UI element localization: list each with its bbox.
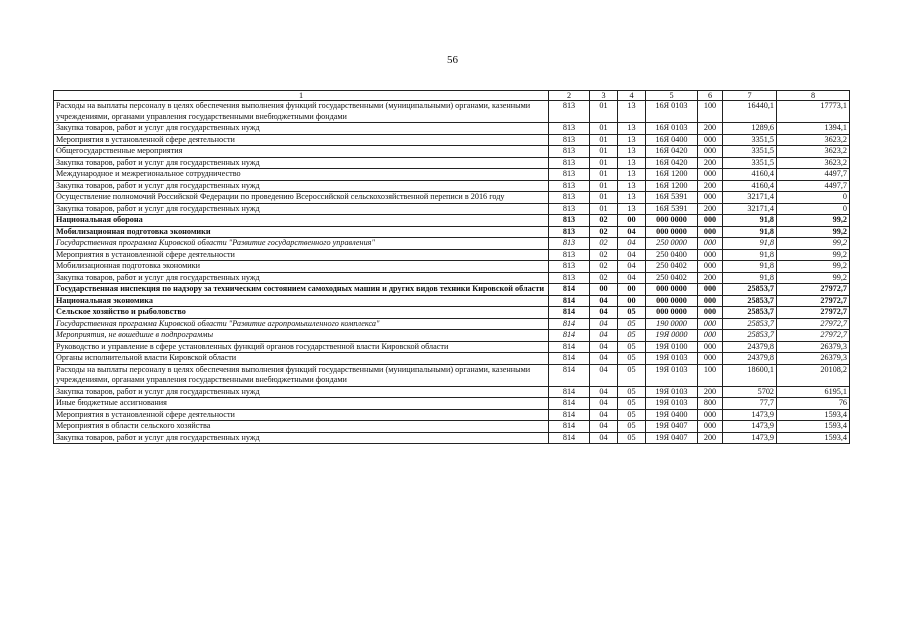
ministry-code-cell: 813 <box>549 157 590 169</box>
amount-year1-cell: 32171,4 <box>723 192 777 204</box>
section-cell: 01 <box>590 101 618 123</box>
subsection-cell: 13 <box>618 180 646 192</box>
target-article-cell: 16Я 0400 <box>646 134 698 146</box>
table-row <box>54 398 850 410</box>
amount-year2-cell: 27972,7 <box>777 318 850 330</box>
section-cell: 02 <box>590 272 618 284</box>
expense-type-cell: 000 <box>698 192 723 204</box>
ministry-code-cell: 814 <box>549 318 590 330</box>
table-row <box>54 123 850 135</box>
section-cell: 01 <box>590 134 618 146</box>
amount-year2-cell: 76 <box>777 398 850 410</box>
section-cell: 02 <box>590 226 618 238</box>
target-article-cell: 16Я 0103 <box>646 123 698 135</box>
amount-year2-cell: 99,2 <box>777 226 850 238</box>
amount-year1-cell: 25853,7 <box>723 284 777 296</box>
item-name-cell: Мероприятия в установленной сфере деятельности <box>54 409 549 421</box>
ministry-code-cell: 814 <box>549 421 590 433</box>
amount-year2-cell: 3623,2 <box>777 157 850 169</box>
amount-year2-cell: 99,2 <box>777 238 850 250</box>
expense-type-cell: 200 <box>698 180 723 192</box>
amount-year1-cell: 3351,5 <box>723 157 777 169</box>
target-article-cell: 19Я 0400 <box>646 409 698 421</box>
expense-type-cell: 000 <box>698 238 723 250</box>
subsection-cell: 05 <box>618 421 646 433</box>
ministry-code-cell: 813 <box>549 249 590 261</box>
header-cell: 1 <box>54 91 549 101</box>
header-cell: 4 <box>618 91 646 101</box>
subsection-cell: 13 <box>618 157 646 169</box>
amount-year2-cell: 0 <box>777 192 850 204</box>
table-row <box>54 261 850 273</box>
subsection-cell: 13 <box>618 203 646 215</box>
subsection-cell: 04 <box>618 261 646 273</box>
amount-year2-cell: 99,2 <box>777 261 850 273</box>
ministry-code-cell: 814 <box>549 386 590 398</box>
amount-year1-cell: 16440,1 <box>723 101 777 123</box>
item-name-cell: Государственная программа Кировской области "Развитие агропромышленного комплекса" <box>54 318 549 330</box>
expense-type-cell: 200 <box>698 386 723 398</box>
subsection-cell: 13 <box>618 169 646 181</box>
amount-year2-cell: 6195,1 <box>777 386 850 398</box>
subsection-cell: 04 <box>618 238 646 250</box>
header-cell: 3 <box>590 91 618 101</box>
table-row <box>54 307 850 319</box>
expense-type-cell: 000 <box>698 318 723 330</box>
amount-year1-cell: 4160,4 <box>723 169 777 181</box>
table-row <box>54 353 850 365</box>
amount-year2-cell: 1593,4 <box>777 409 850 421</box>
target-article-cell: 16Я 0420 <box>646 146 698 158</box>
section-cell: 02 <box>590 249 618 261</box>
ministry-code-cell: 814 <box>549 432 590 444</box>
amount-year2-cell: 20108,2 <box>777 364 850 386</box>
subsection-cell: 13 <box>618 101 646 123</box>
ministry-code-cell: 813 <box>549 169 590 181</box>
target-article-cell: 19Я 0407 <box>646 432 698 444</box>
ministry-code-cell: 814 <box>549 364 590 386</box>
ministry-code-cell: 813 <box>549 215 590 227</box>
subsection-cell: 05 <box>618 330 646 342</box>
item-name-cell: Мероприятия в области сельского хозяйства <box>54 421 549 433</box>
amount-year1-cell: 91,8 <box>723 215 777 227</box>
ministry-code-cell: 814 <box>549 341 590 353</box>
amount-year1-cell: 25853,7 <box>723 295 777 307</box>
amount-year1-cell: 1473,9 <box>723 409 777 421</box>
page-number: 56 <box>447 54 458 66</box>
expense-type-cell: 100 <box>698 364 723 386</box>
table-row <box>54 421 850 433</box>
item-name-cell: Осуществление полномочий Российской Федерации по проведению Всероссийской сельскохозяйственной переписи в 2016 году <box>54 192 549 204</box>
expense-type-cell: 000 <box>698 249 723 261</box>
target-article-cell: 16Я 1200 <box>646 180 698 192</box>
section-cell: 04 <box>590 318 618 330</box>
expense-type-cell: 000 <box>698 341 723 353</box>
section-cell: 04 <box>590 432 618 444</box>
ministry-code-cell: 813 <box>549 146 590 158</box>
amount-year1-cell: 25853,7 <box>723 318 777 330</box>
section-cell: 02 <box>590 215 618 227</box>
amount-year1-cell: 91,8 <box>723 238 777 250</box>
section-cell: 02 <box>590 238 618 250</box>
amount-year1-cell: 25853,7 <box>723 307 777 319</box>
item-name-cell: Расходы на выплаты персоналу в целях обеспечения выполнения функций государственными (муниципальными) органами, казенными учреждениями, органами управления государственными внебюджетными фондами <box>54 101 549 123</box>
subsection-cell: 04 <box>618 226 646 238</box>
target-article-cell: 16Я 5391 <box>646 203 698 215</box>
target-article-cell: 190 0000 <box>646 318 698 330</box>
header-cell: 7 <box>723 91 777 101</box>
item-name-cell: Мероприятия в установленной сфере деятельности <box>54 134 549 146</box>
table-row <box>54 249 850 261</box>
item-name-cell: Закупка товаров, работ и услуг для государственных нужд <box>54 272 549 284</box>
ministry-code-cell: 814 <box>549 284 590 296</box>
amount-year2-cell: 3623,2 <box>777 134 850 146</box>
item-name-cell: Иные бюджетные ассигнования <box>54 398 549 410</box>
item-name-cell: Общегосударственные мероприятия <box>54 146 549 158</box>
header-cell: 2 <box>549 91 590 101</box>
ministry-code-cell: 813 <box>549 192 590 204</box>
amount-year2-cell: 27972,7 <box>777 330 850 342</box>
section-cell: 01 <box>590 157 618 169</box>
ministry-code-cell: 814 <box>549 307 590 319</box>
target-article-cell: 19Я 0407 <box>646 421 698 433</box>
ministry-code-cell: 813 <box>549 203 590 215</box>
amount-year2-cell: 17773,1 <box>777 101 850 123</box>
section-cell: 04 <box>590 353 618 365</box>
target-article-cell: 250 0000 <box>646 238 698 250</box>
subsection-cell: 04 <box>618 249 646 261</box>
amount-year2-cell: 3623,2 <box>777 146 850 158</box>
expense-type-cell: 200 <box>698 123 723 135</box>
amount-year1-cell: 91,8 <box>723 261 777 273</box>
expense-type-cell: 000 <box>698 146 723 158</box>
target-article-cell: 16Я 1200 <box>646 169 698 181</box>
item-name-cell: Закупка товаров, работ и услуг для государственных нужд <box>54 203 549 215</box>
section-cell: 04 <box>590 341 618 353</box>
ministry-code-cell: 813 <box>549 272 590 284</box>
ministry-code-cell: 814 <box>549 353 590 365</box>
item-name-cell: Государственная программа Кировской области "Развитие государственного управления" <box>54 238 549 250</box>
amount-year2-cell: 99,2 <box>777 272 850 284</box>
subsection-cell: 05 <box>618 318 646 330</box>
table-row <box>54 215 850 227</box>
expense-type-cell: 000 <box>698 421 723 433</box>
expense-type-cell: 800 <box>698 398 723 410</box>
item-name-cell: Закупка товаров, работ и услуг для государственных нужд <box>54 432 549 444</box>
amount-year2-cell: 26379,3 <box>777 353 850 365</box>
amount-year1-cell: 1473,9 <box>723 432 777 444</box>
section-cell: 04 <box>590 386 618 398</box>
expense-type-cell: 000 <box>698 353 723 365</box>
section-cell: 02 <box>590 261 618 273</box>
section-cell: 01 <box>590 192 618 204</box>
section-cell: 04 <box>590 409 618 421</box>
table-row <box>54 386 850 398</box>
amount-year1-cell: 77,7 <box>723 398 777 410</box>
table-row <box>54 341 850 353</box>
expense-type-cell: 200 <box>698 432 723 444</box>
header-cell: 8 <box>777 91 850 101</box>
item-name-cell: Международное и межрегиональное сотрудничество <box>54 169 549 181</box>
target-article-cell: 19Я 0103 <box>646 386 698 398</box>
amount-year2-cell: 1593,4 <box>777 432 850 444</box>
table-row <box>54 146 850 158</box>
item-name-cell: Мероприятия в установленной сфере деятельности <box>54 249 549 261</box>
amount-year2-cell: 1394,1 <box>777 123 850 135</box>
subsection-cell: 04 <box>618 272 646 284</box>
expense-type-cell: 100 <box>698 101 723 123</box>
budget-table <box>53 90 850 444</box>
amount-year2-cell: 27972,7 <box>777 307 850 319</box>
amount-year2-cell: 27972,7 <box>777 295 850 307</box>
table-row <box>54 101 850 123</box>
table-row <box>54 295 850 307</box>
table-row <box>54 238 850 250</box>
target-article-cell: 000 0000 <box>646 215 698 227</box>
item-name-cell: Мобилизационная подготовка экономики <box>54 226 549 238</box>
amount-year1-cell: 4160,4 <box>723 180 777 192</box>
amount-year1-cell: 5702 <box>723 386 777 398</box>
table-row <box>54 318 850 330</box>
expense-type-cell: 000 <box>698 215 723 227</box>
table-row <box>54 203 850 215</box>
ministry-code-cell: 814 <box>549 295 590 307</box>
subsection-cell: 13 <box>618 146 646 158</box>
section-cell: 00 <box>590 284 618 296</box>
subsection-cell: 05 <box>618 364 646 386</box>
amount-year2-cell: 0 <box>777 203 850 215</box>
amount-year2-cell: 99,2 <box>777 215 850 227</box>
amount-year1-cell: 3351,5 <box>723 134 777 146</box>
subsection-cell: 00 <box>618 215 646 227</box>
target-article-cell: 250 0402 <box>646 261 698 273</box>
item-name-cell: Органы исполнительной власти Кировской области <box>54 353 549 365</box>
amount-year1-cell: 32171,4 <box>723 203 777 215</box>
amount-year1-cell: 91,8 <box>723 272 777 284</box>
expense-type-cell: 200 <box>698 272 723 284</box>
expense-type-cell: 000 <box>698 284 723 296</box>
section-cell: 04 <box>590 330 618 342</box>
ministry-code-cell: 813 <box>549 123 590 135</box>
amount-year1-cell: 1473,9 <box>723 421 777 433</box>
expense-type-cell: 000 <box>698 307 723 319</box>
ministry-code-cell: 813 <box>549 101 590 123</box>
subsection-cell: 13 <box>618 123 646 135</box>
expense-type-cell: 000 <box>698 169 723 181</box>
amount-year2-cell: 27972,7 <box>777 284 850 296</box>
table-row <box>54 226 850 238</box>
table-row <box>54 364 850 386</box>
amount-year2-cell: 1593,4 <box>777 421 850 433</box>
section-cell: 04 <box>590 295 618 307</box>
item-name-cell: Расходы на выплаты персоналу в целях обеспечения выполнения функций государственными (муниципальными) органами, казенными учреждениями, органами управления государственными внебюджетными фондами <box>54 364 549 386</box>
subsection-cell: 00 <box>618 284 646 296</box>
section-cell: 04 <box>590 421 618 433</box>
ministry-code-cell: 814 <box>549 398 590 410</box>
table-row <box>54 409 850 421</box>
header-cell: 6 <box>698 91 723 101</box>
subsection-cell: 05 <box>618 398 646 410</box>
subsection-cell: 05 <box>618 409 646 421</box>
section-cell: 04 <box>590 398 618 410</box>
amount-year2-cell: 4497,7 <box>777 180 850 192</box>
amount-year1-cell: 24379,8 <box>723 341 777 353</box>
subsection-cell: 05 <box>618 307 646 319</box>
ministry-code-cell: 814 <box>549 330 590 342</box>
item-name-cell: Закупка товаров, работ и услуг для государственных нужд <box>54 123 549 135</box>
amount-year1-cell: 24379,8 <box>723 353 777 365</box>
ministry-code-cell: 813 <box>549 134 590 146</box>
amount-year1-cell: 18600,1 <box>723 364 777 386</box>
ministry-code-cell: 814 <box>549 409 590 421</box>
section-cell: 04 <box>590 364 618 386</box>
table-row <box>54 180 850 192</box>
target-article-cell: 19Я 0103 <box>646 398 698 410</box>
target-article-cell: 19Я 0103 <box>646 364 698 386</box>
expense-type-cell: 000 <box>698 261 723 273</box>
section-cell: 01 <box>590 146 618 158</box>
item-name-cell: Закупка товаров, работ и услуг для государственных нужд <box>54 180 549 192</box>
amount-year2-cell: 99,2 <box>777 249 850 261</box>
section-cell: 01 <box>590 180 618 192</box>
item-name-cell: Закупка товаров, работ и услуг для государственных нужд <box>54 386 549 398</box>
table-row <box>54 432 850 444</box>
ministry-code-cell: 813 <box>549 180 590 192</box>
ministry-code-cell: 813 <box>549 238 590 250</box>
target-article-cell: 000 0000 <box>646 226 698 238</box>
subsection-cell: 05 <box>618 353 646 365</box>
subsection-cell: 05 <box>618 341 646 353</box>
target-article-cell: 000 0000 <box>646 284 698 296</box>
expense-type-cell: 000 <box>698 330 723 342</box>
subsection-cell: 05 <box>618 386 646 398</box>
amount-year2-cell: 26379,3 <box>777 341 850 353</box>
item-name-cell: Национальная экономика <box>54 295 549 307</box>
amount-year1-cell: 91,8 <box>723 249 777 261</box>
ministry-code-cell: 813 <box>549 261 590 273</box>
table-header-row <box>54 91 850 101</box>
expense-type-cell: 200 <box>698 203 723 215</box>
table-row <box>54 192 850 204</box>
table-row <box>54 157 850 169</box>
expense-type-cell: 200 <box>698 157 723 169</box>
subsection-cell: 13 <box>618 134 646 146</box>
section-cell: 01 <box>590 203 618 215</box>
amount-year1-cell: 1289,6 <box>723 123 777 135</box>
target-article-cell: 19Я 0103 <box>646 353 698 365</box>
subsection-cell: 13 <box>618 192 646 204</box>
item-name-cell: Мобилизационная подготовка экономики <box>54 261 549 273</box>
section-cell: 04 <box>590 307 618 319</box>
table-row <box>54 169 850 181</box>
item-name-cell: Мероприятия, не вошедшие в подпрограммы <box>54 330 549 342</box>
target-article-cell: 16Я 0420 <box>646 157 698 169</box>
target-article-cell: 16Я 5391 <box>646 192 698 204</box>
expense-type-cell: 000 <box>698 226 723 238</box>
amount-year2-cell: 4497,7 <box>777 169 850 181</box>
item-name-cell: Национальная оборона <box>54 215 549 227</box>
ministry-code-cell: 813 <box>549 226 590 238</box>
section-cell: 01 <box>590 123 618 135</box>
subsection-cell: 05 <box>618 432 646 444</box>
table-body <box>54 101 850 444</box>
table-row <box>54 272 850 284</box>
expense-type-cell: 000 <box>698 134 723 146</box>
target-article-cell: 000 0000 <box>646 295 698 307</box>
amount-year1-cell: 91,8 <box>723 226 777 238</box>
item-name-cell: Руководство и управление в сфере установленных функций органов государственной власти Кировской области <box>54 341 549 353</box>
item-name-cell: Государственная инспекция по надзору за техническим состоянием самоходных машин и других видов техники Кировской области <box>54 284 549 296</box>
target-article-cell: 250 0402 <box>646 272 698 284</box>
target-article-cell: 16Я 0103 <box>646 101 698 123</box>
target-article-cell: 19Я 0000 <box>646 330 698 342</box>
table-row <box>54 134 850 146</box>
item-name-cell: Закупка товаров, работ и услуг для государственных нужд <box>54 157 549 169</box>
table-row <box>54 330 850 342</box>
expense-type-cell: 000 <box>698 409 723 421</box>
item-name-cell: Сельское хозяйство и рыболовство <box>54 307 549 319</box>
expense-type-cell: 000 <box>698 295 723 307</box>
subsection-cell: 00 <box>618 295 646 307</box>
header-cell: 5 <box>646 91 698 101</box>
target-article-cell: 250 0400 <box>646 249 698 261</box>
amount-year1-cell: 3351,5 <box>723 146 777 158</box>
target-article-cell: 19Я 0100 <box>646 341 698 353</box>
target-article-cell: 000 0000 <box>646 307 698 319</box>
section-cell: 01 <box>590 169 618 181</box>
amount-year1-cell: 25853,7 <box>723 330 777 342</box>
table-row <box>54 284 850 296</box>
